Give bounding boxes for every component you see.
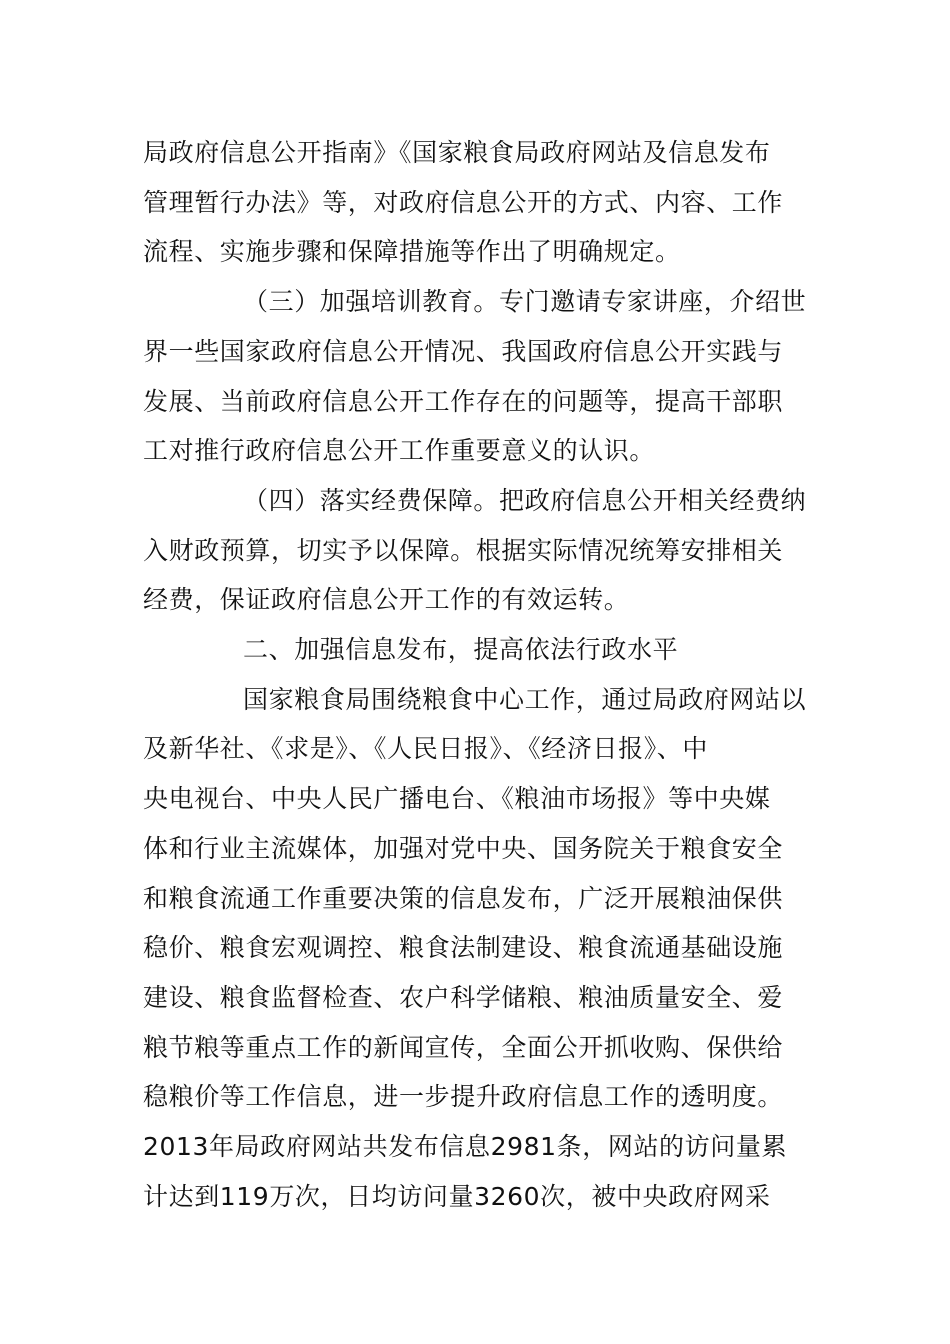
paragraph-first-line: （四）落实经费保障。把政府信息公开相关经费纳 [243, 486, 807, 515]
text-line: 发展、当前政府信息公开工作存在的问题等，提高干部职 [143, 387, 784, 416]
text-line: 流程、实施步骤和保障措施等作出了明确规定。 [143, 237, 681, 266]
text-line: 建设、粮食监督检查、农户科学储粮、粮油质量安全、爱 [143, 983, 784, 1012]
paragraph-first-line: 国家粮食局围绕粮食中心工作，通过局政府网站以 [243, 685, 807, 714]
text-line: 管理暂行办法》等，对政府信息公开的方式、内容、工作 [143, 188, 784, 217]
text-line: 工对推行政府信息公开工作重要意义的认识。 [143, 436, 656, 465]
paragraph-first-line: （三）加强培训教育。专门邀请专家讲座，介绍世 [243, 287, 807, 316]
text-line: 计达到119万次，日均访问量3260次，被中央政府网采 [143, 1182, 771, 1211]
text-line: 经费，保证政府信息公开工作的有效运转。 [143, 585, 630, 614]
text-line: 界一些国家政府信息公开情况、我国政府信息公开实践与 [143, 337, 784, 366]
text-line: 体和行业主流媒体，加强对党中央、国务院关于粮食安全 [143, 834, 784, 863]
text-line: 及新华社、《求是》、《人民日报》、《经济日报》、中 [143, 734, 709, 763]
text-line: 稳价、粮食宏观调控、粮食法制建设、粮食流通基础设施 [143, 933, 784, 962]
text-line: 入财政预算，切实予以保障。根据实际情况统筹安排相关 [143, 536, 784, 565]
section-heading: 二、加强信息发布，提高依法行政水平 [243, 635, 679, 664]
text-line: 稳粮价等工作信息，进一步提升政府信息工作的透明度。 [143, 1082, 784, 1111]
text-line: 局政府信息公开指南》《国家粮食局政府网站及信息发布 [143, 138, 771, 167]
text-line: 和粮食流通工作重要决策的信息发布，广泛开展粮油保供 [143, 884, 784, 913]
text-line: 央电视台、中央人民广播电台、《粮油市场报》等中央媒 [143, 784, 771, 813]
text-line: 2013年局政府网站共发布信息2981条，网站的访问量累 [143, 1132, 788, 1161]
text-line: 粮节粮等重点工作的新闻宣传，全面公开抓收购、保供给 [143, 1033, 784, 1062]
